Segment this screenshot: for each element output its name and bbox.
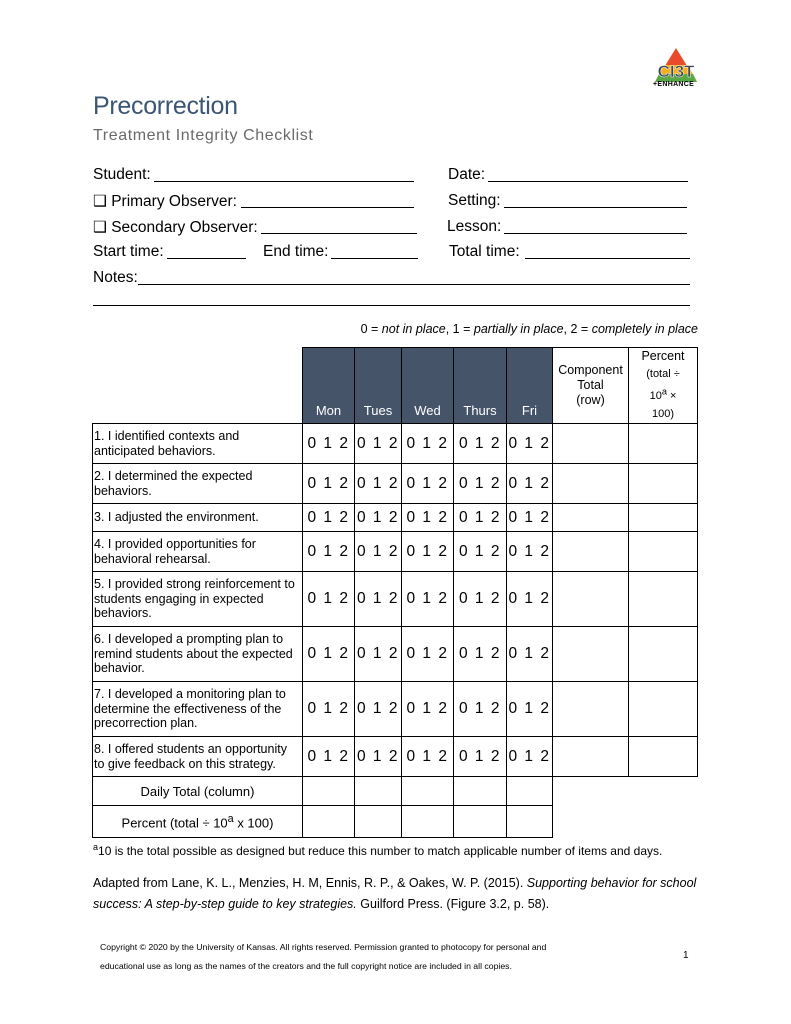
percent-header: Percent (total ÷ $10^a$ × 100) (629, 348, 698, 424)
table-row (93, 464, 698, 504)
item-label: 2. I determined the expected behaviors. (93, 464, 303, 504)
logo-subtext: +ENHANCE (653, 81, 695, 88)
logo-text: CI3T (657, 62, 695, 81)
score-cell-tues[interactable]: 0 1 2 (355, 504, 402, 532)
citation: Adapted from Lane, K. L., Menzies, H. M, Ennis, R. P., & Oakes, W. P. (2015). Supporting behavior for school success: A step-by-step guide to key strategies. Guilford Press. (Figure 3.2, p. 58). (93, 876, 697, 911)
percent-row-cell-tues[interactable] (355, 806, 402, 838)
score-cell-fri[interactable]: 0 1 2 (507, 682, 553, 737)
score-cell-fri[interactable]: 0 1 2 (507, 504, 553, 532)
daily-total-row-cell-tues[interactable] (355, 777, 402, 806)
table-row (93, 682, 698, 737)
rating-scale: 0 = not in place, 1 = partially in place, 2 = completely in place (360, 322, 698, 336)
score-cell-fri[interactable]: 0 1 2 (507, 737, 553, 777)
percent-row-cell-mon[interactable] (303, 806, 355, 838)
score-cell-mon[interactable]: 0 1 2 (303, 464, 355, 504)
lesson-label: Lesson: (447, 218, 502, 235)
score-cell-mon[interactable]: 0 1 2 (303, 572, 355, 627)
percent-cell[interactable] (629, 424, 698, 464)
score-cell-thurs[interactable]: 0 1 2 (454, 737, 507, 777)
daily-total-label: Daily Total (column) (93, 777, 303, 806)
score-cell-thurs[interactable]: 0 1 2 (454, 572, 507, 627)
empty-cell (553, 806, 629, 838)
table-row (93, 424, 698, 464)
score-cell-mon[interactable]: 0 1 2 (303, 682, 355, 737)
start-time-label: Start time: (93, 243, 164, 260)
score-cell-mon[interactable]: 0 1 2 (303, 532, 355, 572)
setting-line[interactable] (504, 207, 687, 208)
component-total-cell[interactable] (553, 464, 629, 504)
component-total-cell[interactable] (553, 532, 629, 572)
percent-cell[interactable] (629, 572, 698, 627)
score-cell-wed[interactable]: 0 1 2 (402, 627, 454, 682)
table-row (93, 627, 698, 682)
daily-total-row-cell-wed[interactable] (402, 777, 454, 806)
score-cell-fri[interactable]: 0 1 2 (507, 532, 553, 572)
item-label: 4. I provided opportunities for behavioral rehearsal. (93, 532, 303, 572)
item-label: 5. I provided strong reinforcement to students engaging in expected behaviors. (93, 572, 303, 627)
page-title: Precorrection (93, 92, 238, 120)
page-number: 1 (683, 950, 689, 961)
component-total-header: Component Total (row) (553, 348, 629, 424)
footnote: $^a$10 is the total possible as designed but reduce this number to match applicable number of items and days. (93, 842, 663, 858)
score-cell-mon[interactable]: 0 1 2 (303, 737, 355, 777)
score-cell-tues[interactable]: 0 1 2 (355, 682, 402, 737)
score-cell-thurs[interactable]: 0 1 2 (454, 504, 507, 532)
score-cell-fri[interactable]: 0 1 2 (507, 424, 553, 464)
page-subtitle: Treatment Integrity Checklist (93, 127, 314, 144)
score-cell-thurs[interactable]: 0 1 2 (454, 424, 507, 464)
percent-row-cell-fri[interactable] (507, 806, 553, 838)
score-cell-fri[interactable]: 0 1 2 (507, 572, 553, 627)
daily-total-row-cell-fri[interactable] (507, 777, 553, 806)
daily-total-row-cell-mon[interactable] (303, 777, 355, 806)
score-cell-thurs[interactable]: 0 1 2 (454, 532, 507, 572)
score-cell-tues[interactable]: 0 1 2 (355, 424, 402, 464)
percent-cell[interactable] (629, 464, 698, 504)
header-blank (93, 348, 303, 424)
score-cell-mon[interactable]: 0 1 2 (303, 504, 355, 532)
percent-cell[interactable] (629, 504, 698, 532)
notes-line-1[interactable] (138, 284, 690, 285)
copyright-notice: Copyright © 2020 by the University of Kansas. All rights reserved. Permission granted to photocopy for personal and educational use as long as the names of the creators and the full copyright notice are included in all copies. (100, 942, 547, 971)
date-label: Date: (448, 166, 486, 183)
percent-row-cell-wed[interactable] (402, 806, 454, 838)
lesson-line[interactable] (504, 233, 687, 234)
student-label: Student: (93, 166, 151, 183)
day-header-mon: Mon (303, 348, 355, 424)
student-line[interactable] (154, 181, 414, 182)
score-cell-mon[interactable]: 0 1 2 (303, 424, 355, 464)
daily-total-row-cell-thurs[interactable] (454, 777, 507, 806)
score-cell-tues[interactable]: 0 1 2 (355, 464, 402, 504)
empty-cell (553, 777, 629, 806)
notes-label: Notes: (93, 269, 138, 286)
day-header-wed: Wed (402, 348, 454, 424)
percent-cell[interactable] (629, 627, 698, 682)
integrity-checklist-table (92, 347, 698, 838)
item-label: 1. I identified contexts and anticipated behaviors. (93, 424, 303, 464)
component-total-cell[interactable] (553, 627, 629, 682)
item-label: 7. I developed a monitoring plan to determine the effectiveness of the precorrection plan. (93, 682, 303, 737)
percent-cell[interactable] (629, 682, 698, 737)
ci3t-logo (650, 48, 702, 92)
component-total-cell[interactable] (553, 504, 629, 532)
item-label: 8. I offered students an opportunity to give feedback on this strategy. (93, 737, 303, 777)
setting-label: Setting: (448, 192, 501, 209)
date-line[interactable] (488, 181, 688, 182)
score-cell-wed[interactable]: 0 1 2 (402, 737, 454, 777)
score-cell-fri[interactable]: 0 1 2 (507, 464, 553, 504)
table-row (93, 737, 698, 777)
day-header-fri: Fri (507, 348, 553, 424)
score-cell-tues[interactable]: 0 1 2 (355, 627, 402, 682)
score-cell-thurs[interactable]: 0 1 2 (454, 464, 507, 504)
primary-observer-label: ❑ Primary Observer: (93, 193, 237, 210)
percent-row-label: Percent (total ÷ $10^a$ x 100) (93, 806, 303, 838)
day-header-tues: Tues (355, 348, 402, 424)
table-row (93, 504, 698, 532)
score-cell-tues[interactable]: 0 1 2 (355, 572, 402, 627)
empty-cell (629, 777, 698, 806)
score-cell-thurs[interactable]: 0 1 2 (454, 682, 507, 737)
total-time-label: Total time: (449, 243, 520, 260)
percent-cell[interactable] (629, 532, 698, 572)
secondary-observer-line[interactable] (261, 233, 417, 234)
item-label: 3. I adjusted the environment. (93, 504, 303, 532)
item-label: 6. I developed a prompting plan to remind students about the expected behavior. (93, 627, 303, 682)
score-cell-tues[interactable]: 0 1 2 (355, 532, 402, 572)
percent-cell[interactable] (629, 737, 698, 777)
component-total-cell[interactable] (553, 737, 629, 777)
score-cell-thurs[interactable]: 0 1 2 (454, 627, 507, 682)
score-cell-wed[interactable]: 0 1 2 (402, 464, 454, 504)
table-row (93, 572, 698, 627)
percent-row (93, 806, 698, 838)
secondary-observer-label: ❑ Secondary Observer: (93, 219, 258, 236)
component-total-cell[interactable] (553, 682, 629, 737)
percent-row-cell-thurs[interactable] (454, 806, 507, 838)
score-cell-wed[interactable]: 0 1 2 (402, 532, 454, 572)
score-cell-tues[interactable]: 0 1 2 (355, 737, 402, 777)
primary-observer-line[interactable] (241, 207, 414, 208)
table-row (93, 532, 698, 572)
score-cell-mon[interactable]: 0 1 2 (303, 627, 355, 682)
score-cell-wed[interactable]: 0 1 2 (402, 682, 454, 737)
total-time-line[interactable] (525, 258, 690, 259)
score-cell-fri[interactable]: 0 1 2 (507, 627, 553, 682)
notes-line-2[interactable] (93, 305, 690, 306)
end-time-line[interactable] (331, 258, 418, 259)
score-cell-wed[interactable]: 0 1 2 (402, 504, 454, 532)
day-header-thurs: Thurs (454, 348, 507, 424)
score-cell-wed[interactable]: 0 1 2 (402, 572, 454, 627)
empty-cell (629, 806, 698, 838)
score-cell-wed[interactable]: 0 1 2 (402, 424, 454, 464)
end-time-label: End time: (263, 243, 329, 260)
component-total-cell[interactable] (553, 424, 629, 464)
component-total-cell[interactable] (553, 572, 629, 627)
start-time-line[interactable] (167, 258, 246, 259)
daily-total-row (93, 777, 698, 806)
